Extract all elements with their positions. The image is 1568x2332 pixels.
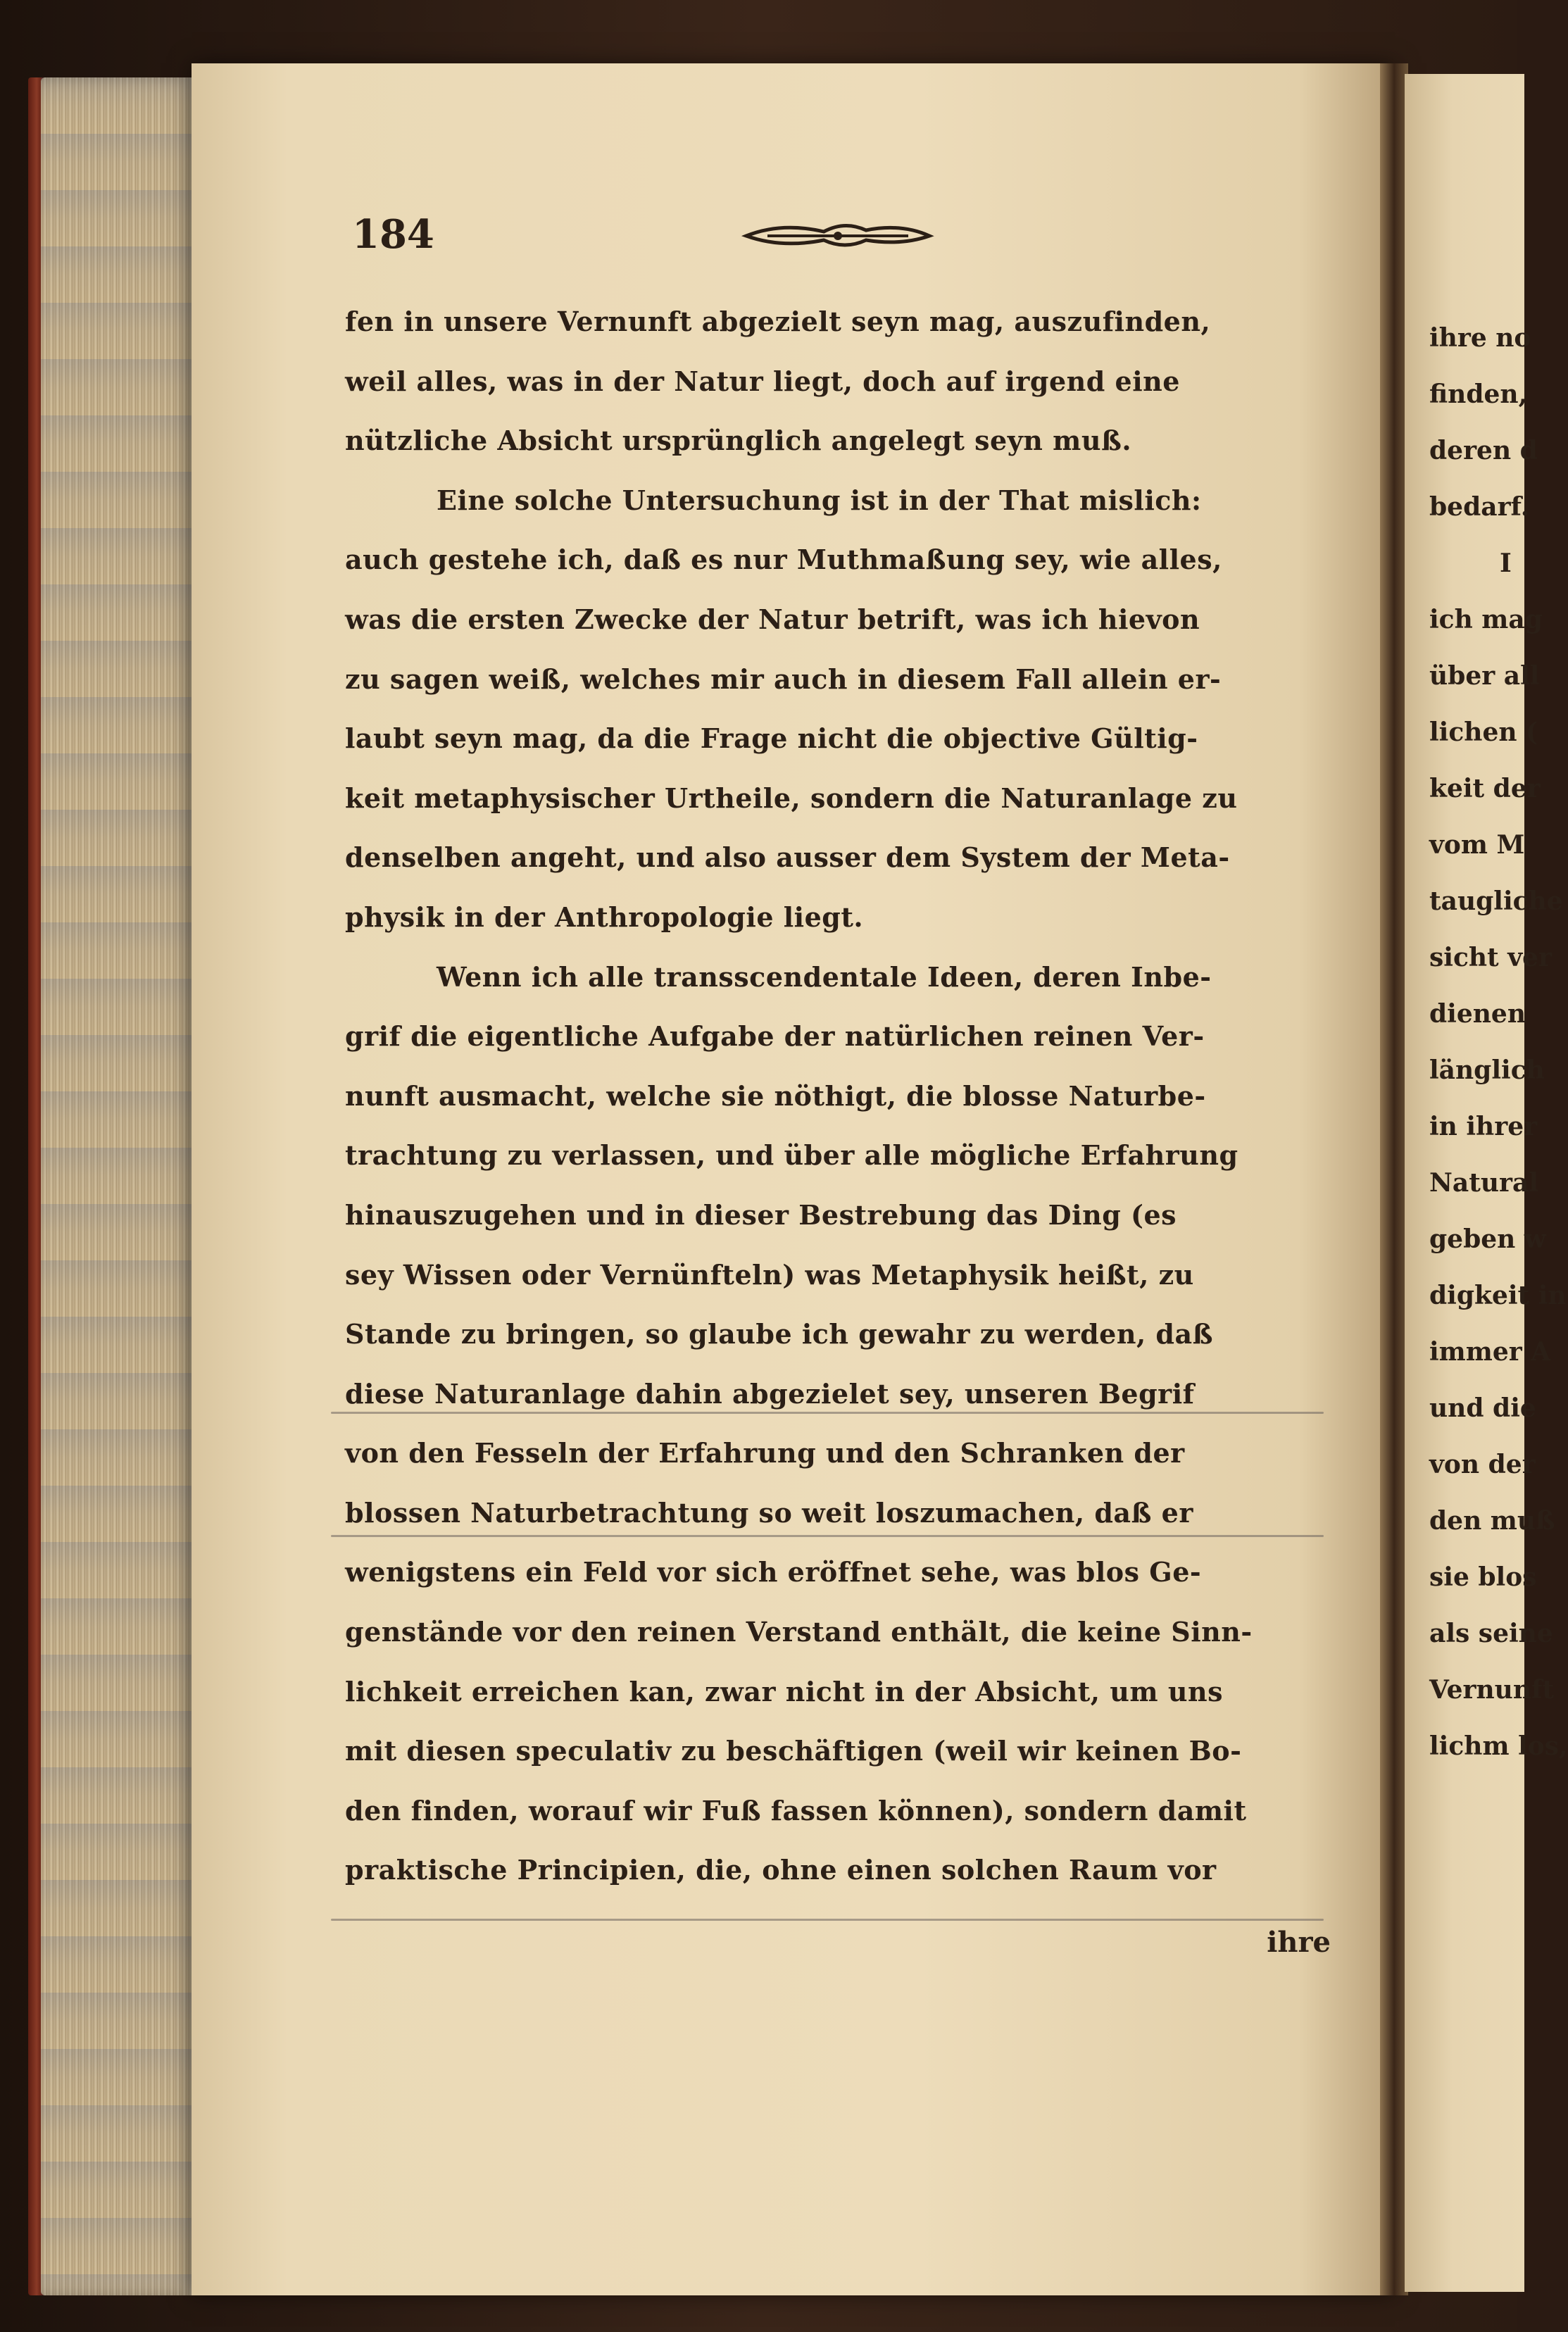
text-fragment: vom M (1429, 830, 1525, 860)
text-fragment: lichen ( (1429, 717, 1538, 747)
text-fragment: I (1500, 548, 1512, 578)
text-line: wenigstens ein Feld vor sich eröffnet sehe, was blos Ge- (345, 1556, 1202, 1588)
text-line: fen in unsere Vernunft abgezielt seyn mag, auszufinden, (345, 306, 1211, 337)
text-line: grif die eigentliche Aufgabe der natürlichen reinen Ver- (345, 1020, 1205, 1053)
text-line: genstände vor den reinen Verstand enthält, die keine Sinn- (345, 1616, 1253, 1648)
text-fragment: finden, (1429, 380, 1528, 409)
text-fragment: immer A (1429, 1337, 1551, 1367)
pencil-underline (331, 1919, 1324, 1921)
text-line: trachtung zu verlassen, und über alle mögliche Erfahrung (345, 1139, 1238, 1172)
text-fragment: geben w (1429, 1224, 1546, 1254)
catchword: ihre (1267, 1926, 1331, 1959)
text-line: Wenn ich alle transscendentale Ideen, deren Inbe- (437, 960, 1212, 993)
text-fragment: Natural (1429, 1168, 1539, 1198)
text-line: hinauszugehen und in dieser Bestrebung das Ding (es (345, 1198, 1177, 1231)
text-line: laubt seyn mag, da die Frage nicht die objective Gültig- (345, 722, 1198, 755)
text-line: praktische Principien, die, ohne einen solchen Raum vor (345, 1854, 1217, 1886)
body-text (345, 292, 1317, 1900)
text-line: nunft ausmacht, welche sie nöthigt, die blosse Naturbe- (345, 1079, 1206, 1112)
text-line: den finden, worauf wir Fuß fassen können), sondern damit (345, 1794, 1247, 1826)
text-fragment: dienen (1429, 999, 1526, 1029)
text-line: was die ersten Zwecke der Natur betrift, was ich hievon (345, 603, 1200, 635)
text-line: denselben angeht, und also ausser dem System der Meta- (345, 841, 1230, 874)
right-page-text (1429, 310, 1568, 1774)
text-fragment: den muß (1429, 1506, 1555, 1536)
text-fragment: lichm los, (1429, 1731, 1568, 1761)
pencil-underline (331, 1535, 1324, 1537)
text-line: auch gestehe ich, daß es nur Muthmaßung sey, wie alles, (345, 544, 1222, 576)
text-fragment: und die (1429, 1393, 1536, 1423)
text-line: zu sagen weiß, welches mir auch in diesem Fall allein er- (345, 663, 1222, 695)
text-line: lichkeit erreichen kan, zwar nicht in der Absicht, um uns (345, 1675, 1223, 1707)
text-line: sey Wissen oder Vernünfteln) was Metaphysik heißt, zu (345, 1258, 1194, 1291)
text-line: blossen Naturbetrachtung so weit loszumachen, daß er (345, 1496, 1193, 1529)
text-line: diese Naturanlage dahin abgezielet sey, unseren Begrif (345, 1377, 1195, 1410)
pencil-underline (331, 1412, 1324, 1414)
text-line: nützliche Absicht ursprünglich angelegt seyn muß. (345, 425, 1132, 457)
header-ornament (739, 215, 936, 260)
text-line: Stande zu bringen, so glaube ich gewahr zu werden, daß (345, 1318, 1213, 1350)
text-fragment: deren d (1429, 436, 1538, 465)
text-fragment: bedarf. (1429, 492, 1530, 522)
text-fragment: ihre no (1429, 323, 1531, 353)
text-fragment: als seine (1429, 1619, 1553, 1648)
text-fragment: Vernunft (1429, 1675, 1555, 1705)
text-fragment: taugliche (1429, 886, 1563, 916)
text-fragment: digkeit in (1429, 1281, 1567, 1310)
text-fragment: von der (1429, 1450, 1536, 1479)
text-fragment: über all (1429, 661, 1540, 691)
text-line: Eine solche Untersuchung ist in der That mislich: (437, 484, 1202, 516)
text-fragment: sie blos (1429, 1562, 1537, 1592)
page-number: 184 (352, 211, 434, 258)
text-fragment: in ihrer (1429, 1112, 1538, 1141)
book-gutter (1380, 63, 1408, 2295)
text-fragment: länglich (1429, 1055, 1545, 1085)
text-fragment: ich mag (1429, 605, 1543, 634)
page-edges (41, 77, 196, 2295)
text-fragment: keit der (1429, 774, 1541, 803)
text-line: mit diesen speculativ zu beschäftigen (weil wir keinen Bo- (345, 1735, 1242, 1767)
text-line: keit metaphysischer Urtheile, sondern die Naturanlage zu (345, 782, 1238, 814)
text-line: weil alles, was in der Natur liegt, doch auf irgend eine (345, 365, 1180, 397)
text-line: physik in der Anthropologie liegt. (345, 901, 864, 933)
text-line: von den Fesseln der Erfahrung und den Schranken der (345, 1437, 1185, 1469)
text-fragment: sicht ver (1429, 943, 1552, 972)
